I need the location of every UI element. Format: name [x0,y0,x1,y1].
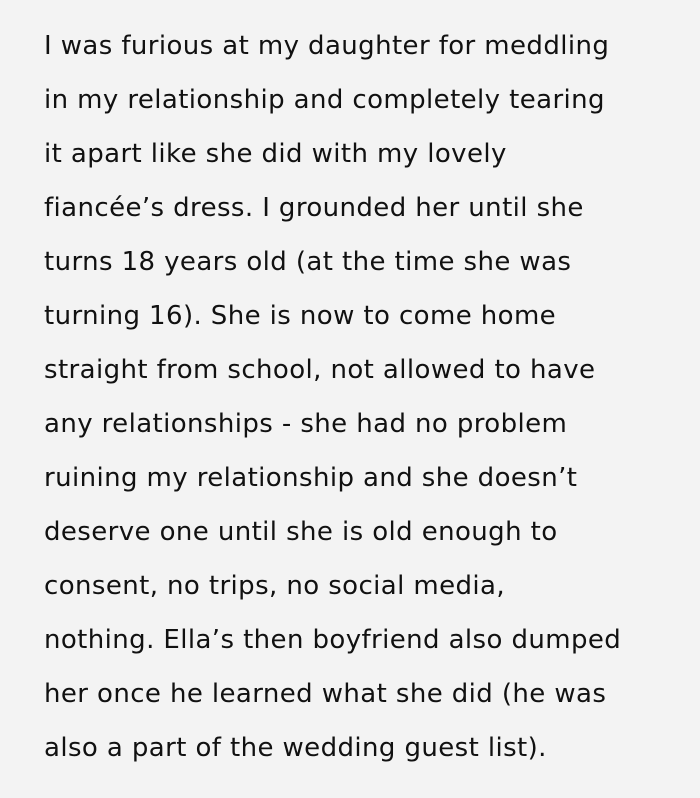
text-line: straight from school, not allowed to have [44,355,596,385]
text-line: turning 16). She is now to come home [44,301,557,331]
post-body-text [44,19,684,775]
text-line: also a part of the wedding guest list). [44,733,547,763]
text-line: in my relationship and completely tearing [44,85,605,115]
text-line: deserve one until she is old enough to [44,517,558,547]
text-line: I was furious at my daughter for meddling [44,31,610,61]
text-line: her once he learned what she did (he was [44,679,607,709]
text-line: fiancée’s dress. I grounded her until she [44,193,584,223]
text-line: ruining my relationship and she doesn’t [44,463,578,493]
text-line: consent, no trips, no social media, [44,571,506,601]
text-line: it apart like she did with my lovely [44,139,507,169]
text-line: turns 18 years old (at the time she was [44,247,572,277]
text-line: any relationships - she had no problem [44,409,568,439]
text-line: nothing. Ella’s then boyfriend also dumped [44,625,622,655]
